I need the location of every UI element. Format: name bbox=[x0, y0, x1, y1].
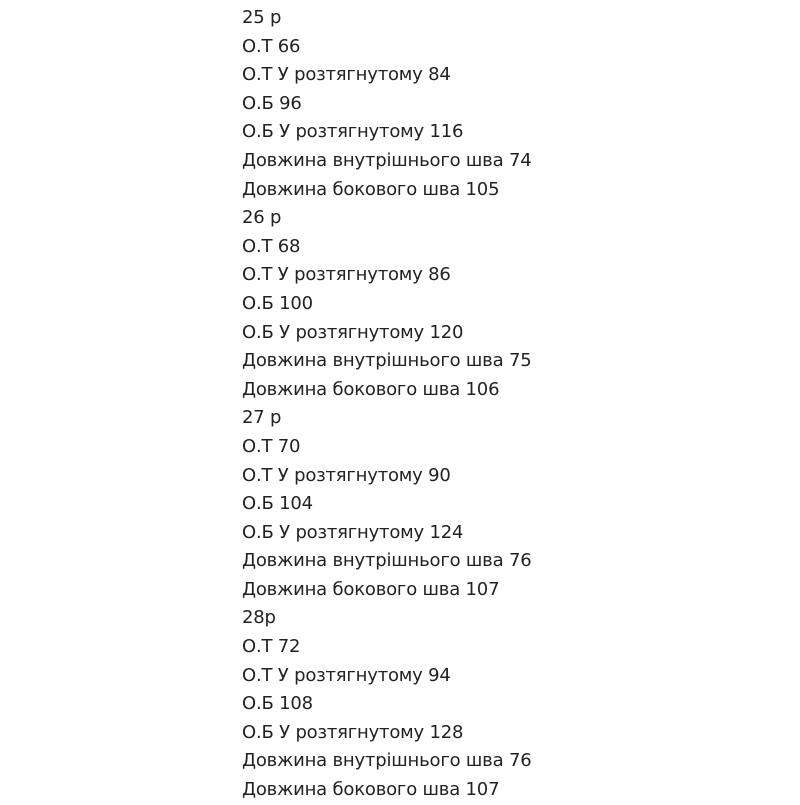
size-heading: 28р bbox=[242, 607, 276, 629]
hip-circumference-stretched: О.Б У розтягнутому 116 bbox=[242, 121, 464, 143]
inseam-length: Довжина внутрішнього шва 74 bbox=[242, 149, 532, 171]
side-seam-length: Довжина бокового шва 107 bbox=[242, 578, 500, 600]
waist-circumference: О.Т 70 bbox=[242, 435, 301, 457]
size-heading: 26 р bbox=[242, 207, 282, 229]
hip-circumference: О.Б 100 bbox=[242, 292, 313, 314]
waist-circumference-stretched: О.Т У розтягнутому 94 bbox=[242, 664, 451, 686]
waist-circumference: О.Т 68 bbox=[242, 235, 301, 257]
size-heading: 27 р bbox=[242, 407, 282, 429]
inseam-length: Довжина внутрішнього шва 75 bbox=[242, 350, 532, 372]
hip-circumference: О.Б 96 bbox=[242, 92, 302, 114]
hip-circumference-stretched: О.Б У розтягнутому 128 bbox=[242, 721, 464, 743]
size-chart-text bbox=[242, 4, 531, 805]
waist-circumference-stretched: О.Т У розтягнутому 90 bbox=[242, 464, 451, 486]
side-seam-length: Довжина бокового шва 105 bbox=[242, 178, 500, 200]
side-seam-length: Довжина бокового шва 106 bbox=[242, 378, 500, 400]
waist-circumference: О.Т 66 bbox=[242, 35, 301, 57]
hip-circumference: О.Б 104 bbox=[242, 493, 313, 515]
size-heading: 25 р bbox=[242, 7, 282, 28]
waist-circumference-stretched: О.Т У розтягнутому 86 bbox=[242, 264, 451, 286]
inseam-length: Довжина внутрішнього шва 76 bbox=[242, 550, 532, 572]
hip-circumference-stretched: О.Б У розтягнутому 124 bbox=[242, 521, 464, 543]
waist-circumference-stretched: О.Т У розтягнутому 84 bbox=[242, 64, 451, 86]
waist-circumference: О.Т 72 bbox=[242, 636, 301, 658]
hip-circumference-stretched: О.Б У розтягнутому 120 bbox=[242, 321, 464, 343]
inseam-length: Довжина внутрішнього шва 76 bbox=[242, 750, 532, 772]
hip-circumference: О.Б 108 bbox=[242, 693, 313, 715]
side-seam-length: Довжина бокового шва 107 bbox=[242, 779, 500, 801]
